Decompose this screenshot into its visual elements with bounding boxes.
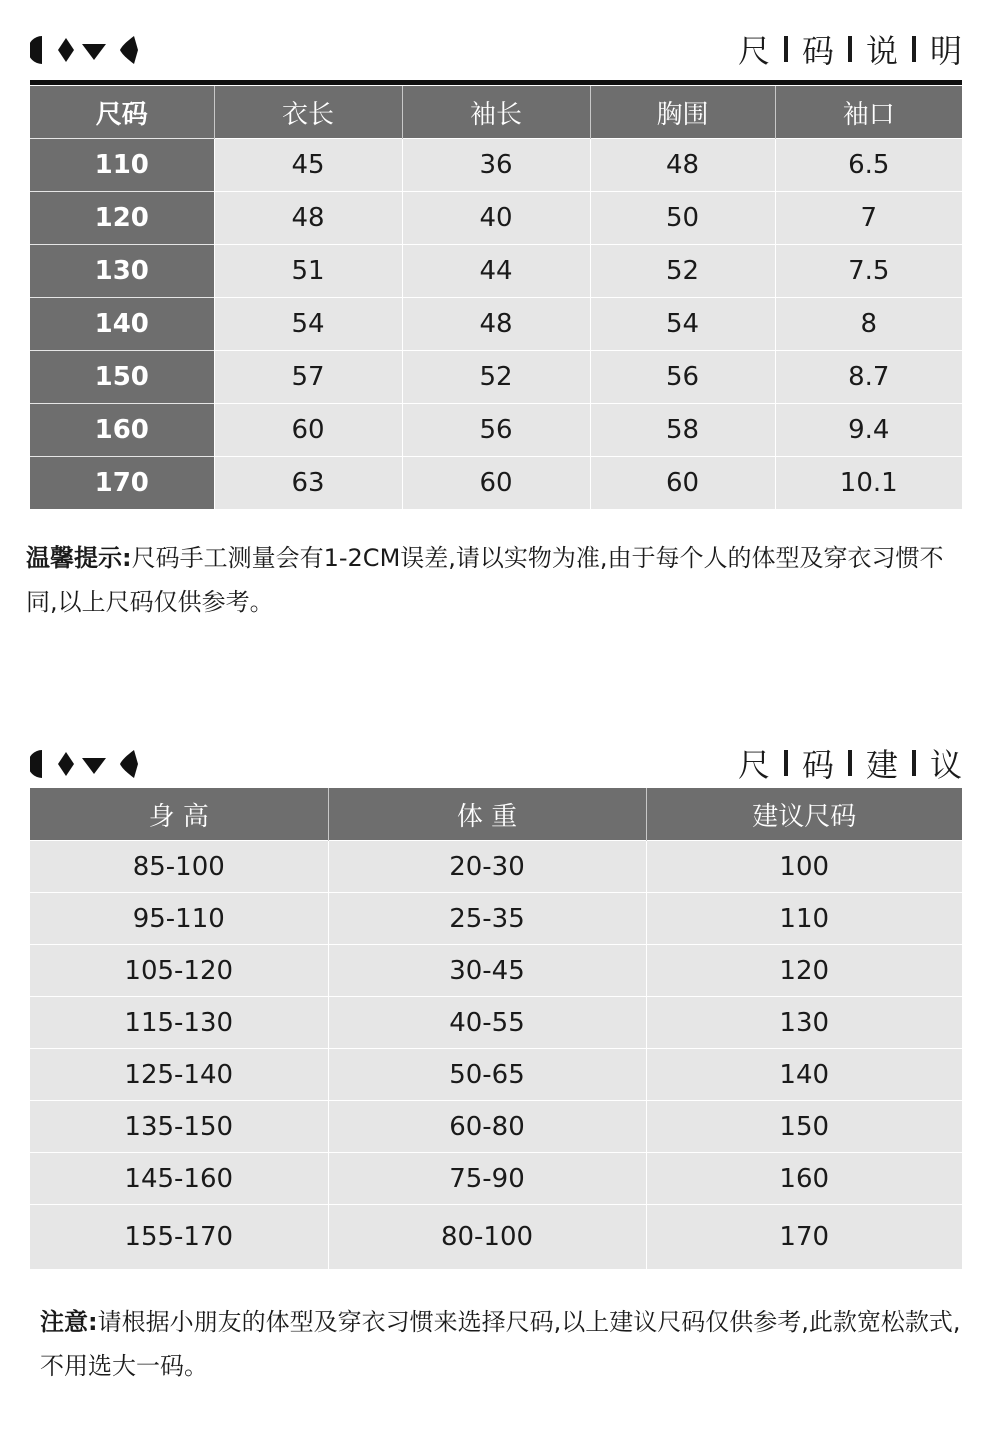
height-cell: 135-150 <box>30 1101 328 1153</box>
column-header: 袖长 <box>402 86 590 139</box>
note-text: 尺码手工测量会有1-2CM误差,请以实物为准,由于每个人的体型及穿衣习惯不同,以上尺码仅供参考。 <box>26 544 944 616</box>
weight-cell: 50-65 <box>328 1049 646 1101</box>
half-circle-icon <box>30 36 42 64</box>
column-header: 尺码 <box>30 86 214 139</box>
column-header: 建议尺码 <box>646 788 962 841</box>
table-cell: 48 <box>402 298 590 351</box>
table-row <box>30 192 962 245</box>
size-cell: 150 <box>646 1101 962 1153</box>
table-row <box>30 1101 962 1153</box>
size-cell: 140 <box>646 1049 962 1101</box>
size-cell: 160 <box>646 1153 962 1205</box>
size-measurement-table <box>30 86 962 509</box>
title-char: 码 <box>801 32 834 70</box>
note-text: 请根据小朋友的体型及穿衣习惯来选择尺码,以上建议尺码仅供参考,此款宽松款式,不用选大一码。 <box>40 1308 961 1380</box>
table-row <box>30 351 962 404</box>
height-cell: 125-140 <box>30 1049 328 1101</box>
section-title <box>738 740 962 786</box>
note-lead: 温馨提示: <box>26 544 132 572</box>
size-cell: 110 <box>30 139 214 192</box>
table-cell: 52 <box>402 351 590 404</box>
weight-cell: 25-35 <box>328 893 646 945</box>
column-header: 身 高 <box>30 788 328 841</box>
table-cell: 60 <box>590 457 775 510</box>
table-row <box>30 1205 962 1270</box>
weight-cell: 20-30 <box>328 841 646 893</box>
table-cell: 50 <box>590 192 775 245</box>
size-chart-header <box>30 26 962 74</box>
table-cell: 57 <box>214 351 402 404</box>
table-row <box>30 404 962 457</box>
diamond-icon <box>58 752 74 776</box>
column-header: 体 重 <box>328 788 646 841</box>
size-cell: 120 <box>30 192 214 245</box>
size-cell: 170 <box>30 457 214 510</box>
table-cell: 48 <box>590 139 775 192</box>
table-row <box>30 457 962 510</box>
suggestion-note <box>40 1300 970 1388</box>
leaf-icon <box>120 750 138 778</box>
leaf-icon <box>120 36 138 64</box>
table-cell: 60 <box>402 457 590 510</box>
size-cell: 130 <box>30 245 214 298</box>
height-cell: 145-160 <box>30 1153 328 1205</box>
table-row <box>30 245 962 298</box>
table-cell: 52 <box>590 245 775 298</box>
table-cell: 45 <box>214 139 402 192</box>
table-cell: 63 <box>214 457 402 510</box>
table-header-row <box>30 86 962 139</box>
table-cell: 8.7 <box>775 351 962 404</box>
weight-cell: 75-90 <box>328 1153 646 1205</box>
weight-cell: 40-55 <box>328 997 646 1049</box>
table-cell: 48 <box>214 192 402 245</box>
table-cell: 60 <box>214 404 402 457</box>
title-char: 尺 <box>737 32 770 70</box>
table-row <box>30 841 962 893</box>
table-cell: 51 <box>214 245 402 298</box>
column-header: 衣长 <box>214 86 402 139</box>
title-char: 尺 <box>737 746 770 784</box>
title-separator <box>784 36 788 62</box>
title-char: 建 <box>865 746 898 784</box>
height-cell: 115-130 <box>30 997 328 1049</box>
weight-cell: 30-45 <box>328 945 646 997</box>
column-header: 袖口 <box>775 86 962 139</box>
decorative-shapes-icon <box>30 744 150 784</box>
size-suggestion-table <box>30 788 962 1269</box>
gem-icon <box>82 758 106 774</box>
title-separator <box>912 750 916 776</box>
half-circle-icon <box>30 750 42 778</box>
header-rule <box>30 80 962 85</box>
table-row <box>30 893 962 945</box>
title-separator <box>912 36 916 62</box>
title-char: 议 <box>929 746 962 784</box>
table-row <box>30 997 962 1049</box>
table-cell: 54 <box>590 298 775 351</box>
size-cell: 170 <box>646 1205 962 1270</box>
weight-cell: 80-100 <box>328 1205 646 1270</box>
section-title <box>738 26 962 72</box>
table-cell: 44 <box>402 245 590 298</box>
table-cell: 36 <box>402 139 590 192</box>
title-char: 明 <box>929 32 962 70</box>
size-cell: 110 <box>646 893 962 945</box>
size-cell: 120 <box>646 945 962 997</box>
table-cell: 9.4 <box>775 404 962 457</box>
weight-cell: 60-80 <box>328 1101 646 1153</box>
table-header-row <box>30 788 962 841</box>
table-cell: 7 <box>775 192 962 245</box>
size-cell: 140 <box>30 298 214 351</box>
title-separator <box>784 750 788 776</box>
decorative-shapes-icon <box>30 30 150 70</box>
measurement-note <box>26 536 966 624</box>
height-cell: 95-110 <box>30 893 328 945</box>
table-cell: 56 <box>590 351 775 404</box>
height-cell: 105-120 <box>30 945 328 997</box>
table-row <box>30 945 962 997</box>
table-cell: 10.1 <box>775 457 962 510</box>
table-row <box>30 139 962 192</box>
table-cell: 7.5 <box>775 245 962 298</box>
title-separator <box>848 750 852 776</box>
column-header: 胸围 <box>590 86 775 139</box>
size-cell: 150 <box>30 351 214 404</box>
table-cell: 58 <box>590 404 775 457</box>
height-cell: 155-170 <box>30 1205 328 1270</box>
size-cell: 130 <box>646 997 962 1049</box>
diamond-icon <box>58 38 74 62</box>
title-char: 码 <box>801 746 834 784</box>
size-cell: 100 <box>646 841 962 893</box>
table-row <box>30 1153 962 1205</box>
height-cell: 85-100 <box>30 841 328 893</box>
table-cell: 8 <box>775 298 962 351</box>
table-cell: 54 <box>214 298 402 351</box>
note-lead: 注意: <box>40 1308 98 1336</box>
table-row <box>30 1049 962 1101</box>
table-cell: 56 <box>402 404 590 457</box>
size-cell: 160 <box>30 404 214 457</box>
table-cell: 6.5 <box>775 139 962 192</box>
table-cell: 40 <box>402 192 590 245</box>
size-suggestion-header <box>30 740 962 788</box>
table-row <box>30 298 962 351</box>
title-char: 说 <box>865 32 898 70</box>
gem-icon <box>82 44 106 60</box>
title-separator <box>848 36 852 62</box>
